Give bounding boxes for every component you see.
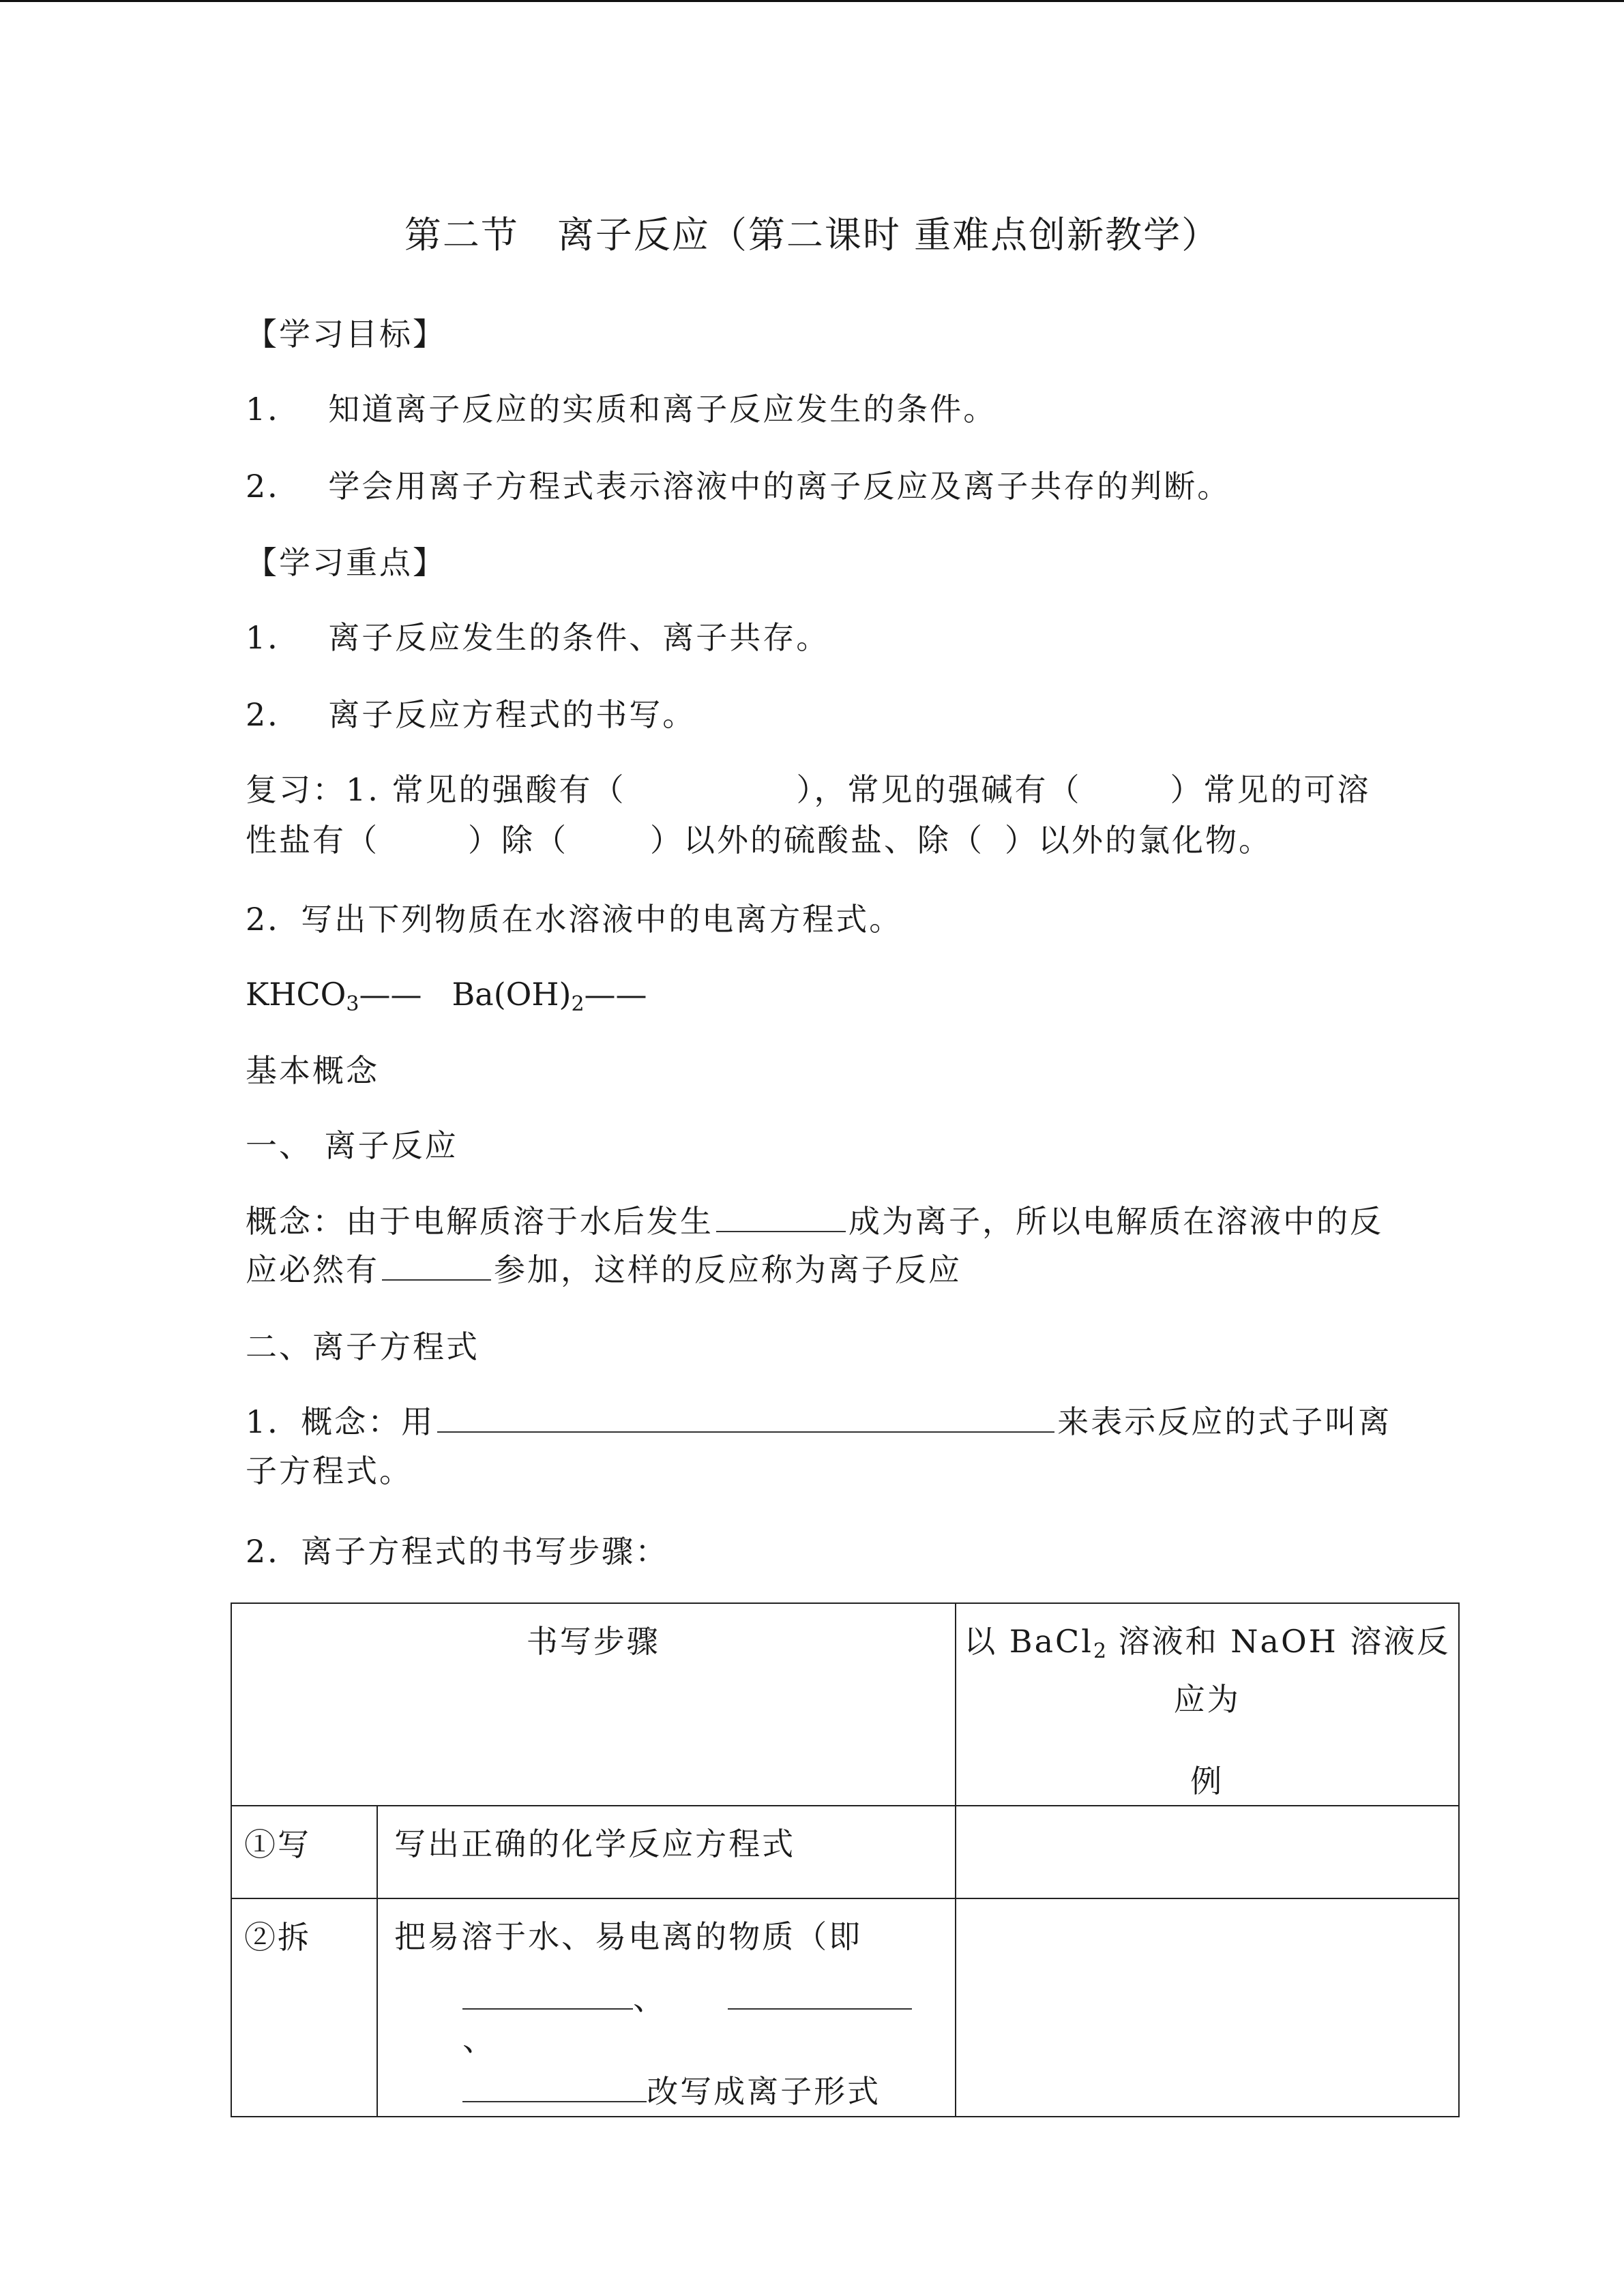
step-description: 写出正确的化学反应方程式	[377, 1806, 956, 1898]
objective-text: 学会用离子方程式表示溶液中的离子反应及离子共存的判断。	[328, 468, 1231, 505]
step-description-line-3	[394, 2071, 955, 2112]
blank-soluble-salt[interactable]	[462, 2071, 647, 2102]
objective-item	[246, 385, 996, 433]
separator: 、	[633, 1980, 667, 2017]
objectives-heading: 【学习目标】	[246, 316, 446, 353]
blank-ionization[interactable]	[716, 1201, 846, 1232]
review-text: ）以外的硫酸盐、除（	[650, 822, 984, 859]
keypoint-text: 离子反应发生的条件、离子共存。	[328, 619, 830, 656]
keypoints-heading: 【学习重点】	[246, 544, 446, 581]
blank-ions[interactable]	[382, 1249, 491, 1281]
objective-num: 1．	[246, 391, 301, 428]
objective-num: 2．	[246, 468, 301, 505]
page-title: 第二节 离子反应（第二课时 重难点创新教学）	[404, 213, 1220, 256]
keypoint-text: 离子反应方程式的书写。	[328, 696, 696, 733]
example-cell[interactable]	[956, 1898, 1459, 2117]
blank-strong-acid[interactable]	[462, 1978, 633, 2010]
concept-text: 参加，这样的反应称为离子反应	[494, 1251, 962, 1288]
review-line-2	[246, 816, 1272, 864]
keypoint-item	[246, 614, 829, 661]
writing-steps-table	[231, 1602, 1460, 2117]
step-description-tail: 改写成离子形式	[647, 2073, 881, 2110]
ionic-reaction-concept-line-2	[246, 1246, 962, 1294]
header-example	[956, 1603, 1459, 1806]
concept-text: 概念：由于电解质溶于水后发生	[246, 1203, 713, 1240]
review-text: ）除（	[468, 822, 568, 859]
header-example-line-2: 例	[1190, 1763, 1224, 1800]
review-text: 复习：1. 常见的强酸有（	[246, 771, 626, 808]
ionic-reaction-concept-line-1	[246, 1197, 1383, 1245]
keypoint-num: 2．	[246, 696, 301, 733]
step-description	[377, 1898, 956, 2117]
review-text: ）以外的氯化物。	[1005, 822, 1272, 859]
separator: 、	[462, 2021, 497, 2058]
table-header-row	[231, 1603, 1459, 1806]
example-cell[interactable]	[956, 1806, 1459, 1898]
step-label: ①写	[231, 1806, 377, 1898]
table-row	[231, 1806, 1459, 1898]
header-example-line-1: 以 BaCl$_2$ 溶液和 NaOH 溶液反应为	[964, 1623, 1451, 1718]
concept-text: 应必然有	[246, 1251, 379, 1288]
ionic-equation-definition-line-2: 子方程式。	[246, 1452, 413, 1489]
review-text: ）常见的可溶	[1170, 771, 1371, 808]
equation-khco3: $KHCO_3——$	[246, 976, 422, 1016]
blank-strong-base[interactable]	[728, 1978, 912, 2010]
concept-text: 成为离子，所以电解质在溶液中的反	[848, 1203, 1383, 1240]
review-question-2: 2．写出下列物质在水溶液中的电离方程式。	[246, 901, 903, 938]
section1-heading: 一、 离子反应	[246, 1127, 458, 1164]
definition-text: 1．概念：用	[246, 1403, 435, 1440]
ionic-equation-definition-line-1	[246, 1398, 1391, 1446]
equation-baoh2: $Ba(OH)_2——$	[452, 976, 647, 1016]
blank-definition[interactable]	[437, 1401, 1054, 1433]
definition-text: 来表示反应的式子叫离	[1057, 1403, 1392, 1440]
header-writing-steps: 书写步骤	[231, 1603, 956, 1806]
step-label: ②拆	[231, 1898, 377, 2117]
keypoint-item	[246, 691, 696, 739]
table-row	[231, 1898, 1459, 2117]
keypoint-num: 1．	[246, 619, 301, 656]
objective-text: 知道离子反应的实质和离子反应发生的条件。	[328, 391, 997, 428]
section2-heading: 二、离子方程式	[246, 1328, 479, 1365]
ionization-equations	[246, 970, 647, 1028]
step-description-line-1: 把易溶于水、易电离的物质（即	[394, 1918, 863, 1955]
step-description-line-2	[394, 1978, 955, 2060]
review-text: 性盐有（	[246, 822, 379, 859]
steps-heading: 2．离子方程式的书写步骤：	[246, 1533, 669, 1570]
basic-concepts-heading: 基本概念	[246, 1052, 379, 1089]
review-line-1	[246, 766, 1371, 814]
objective-item	[246, 462, 1230, 510]
top-border-line	[0, 0, 1624, 2]
review-text: ），常见的强碱有（	[796, 771, 1082, 808]
